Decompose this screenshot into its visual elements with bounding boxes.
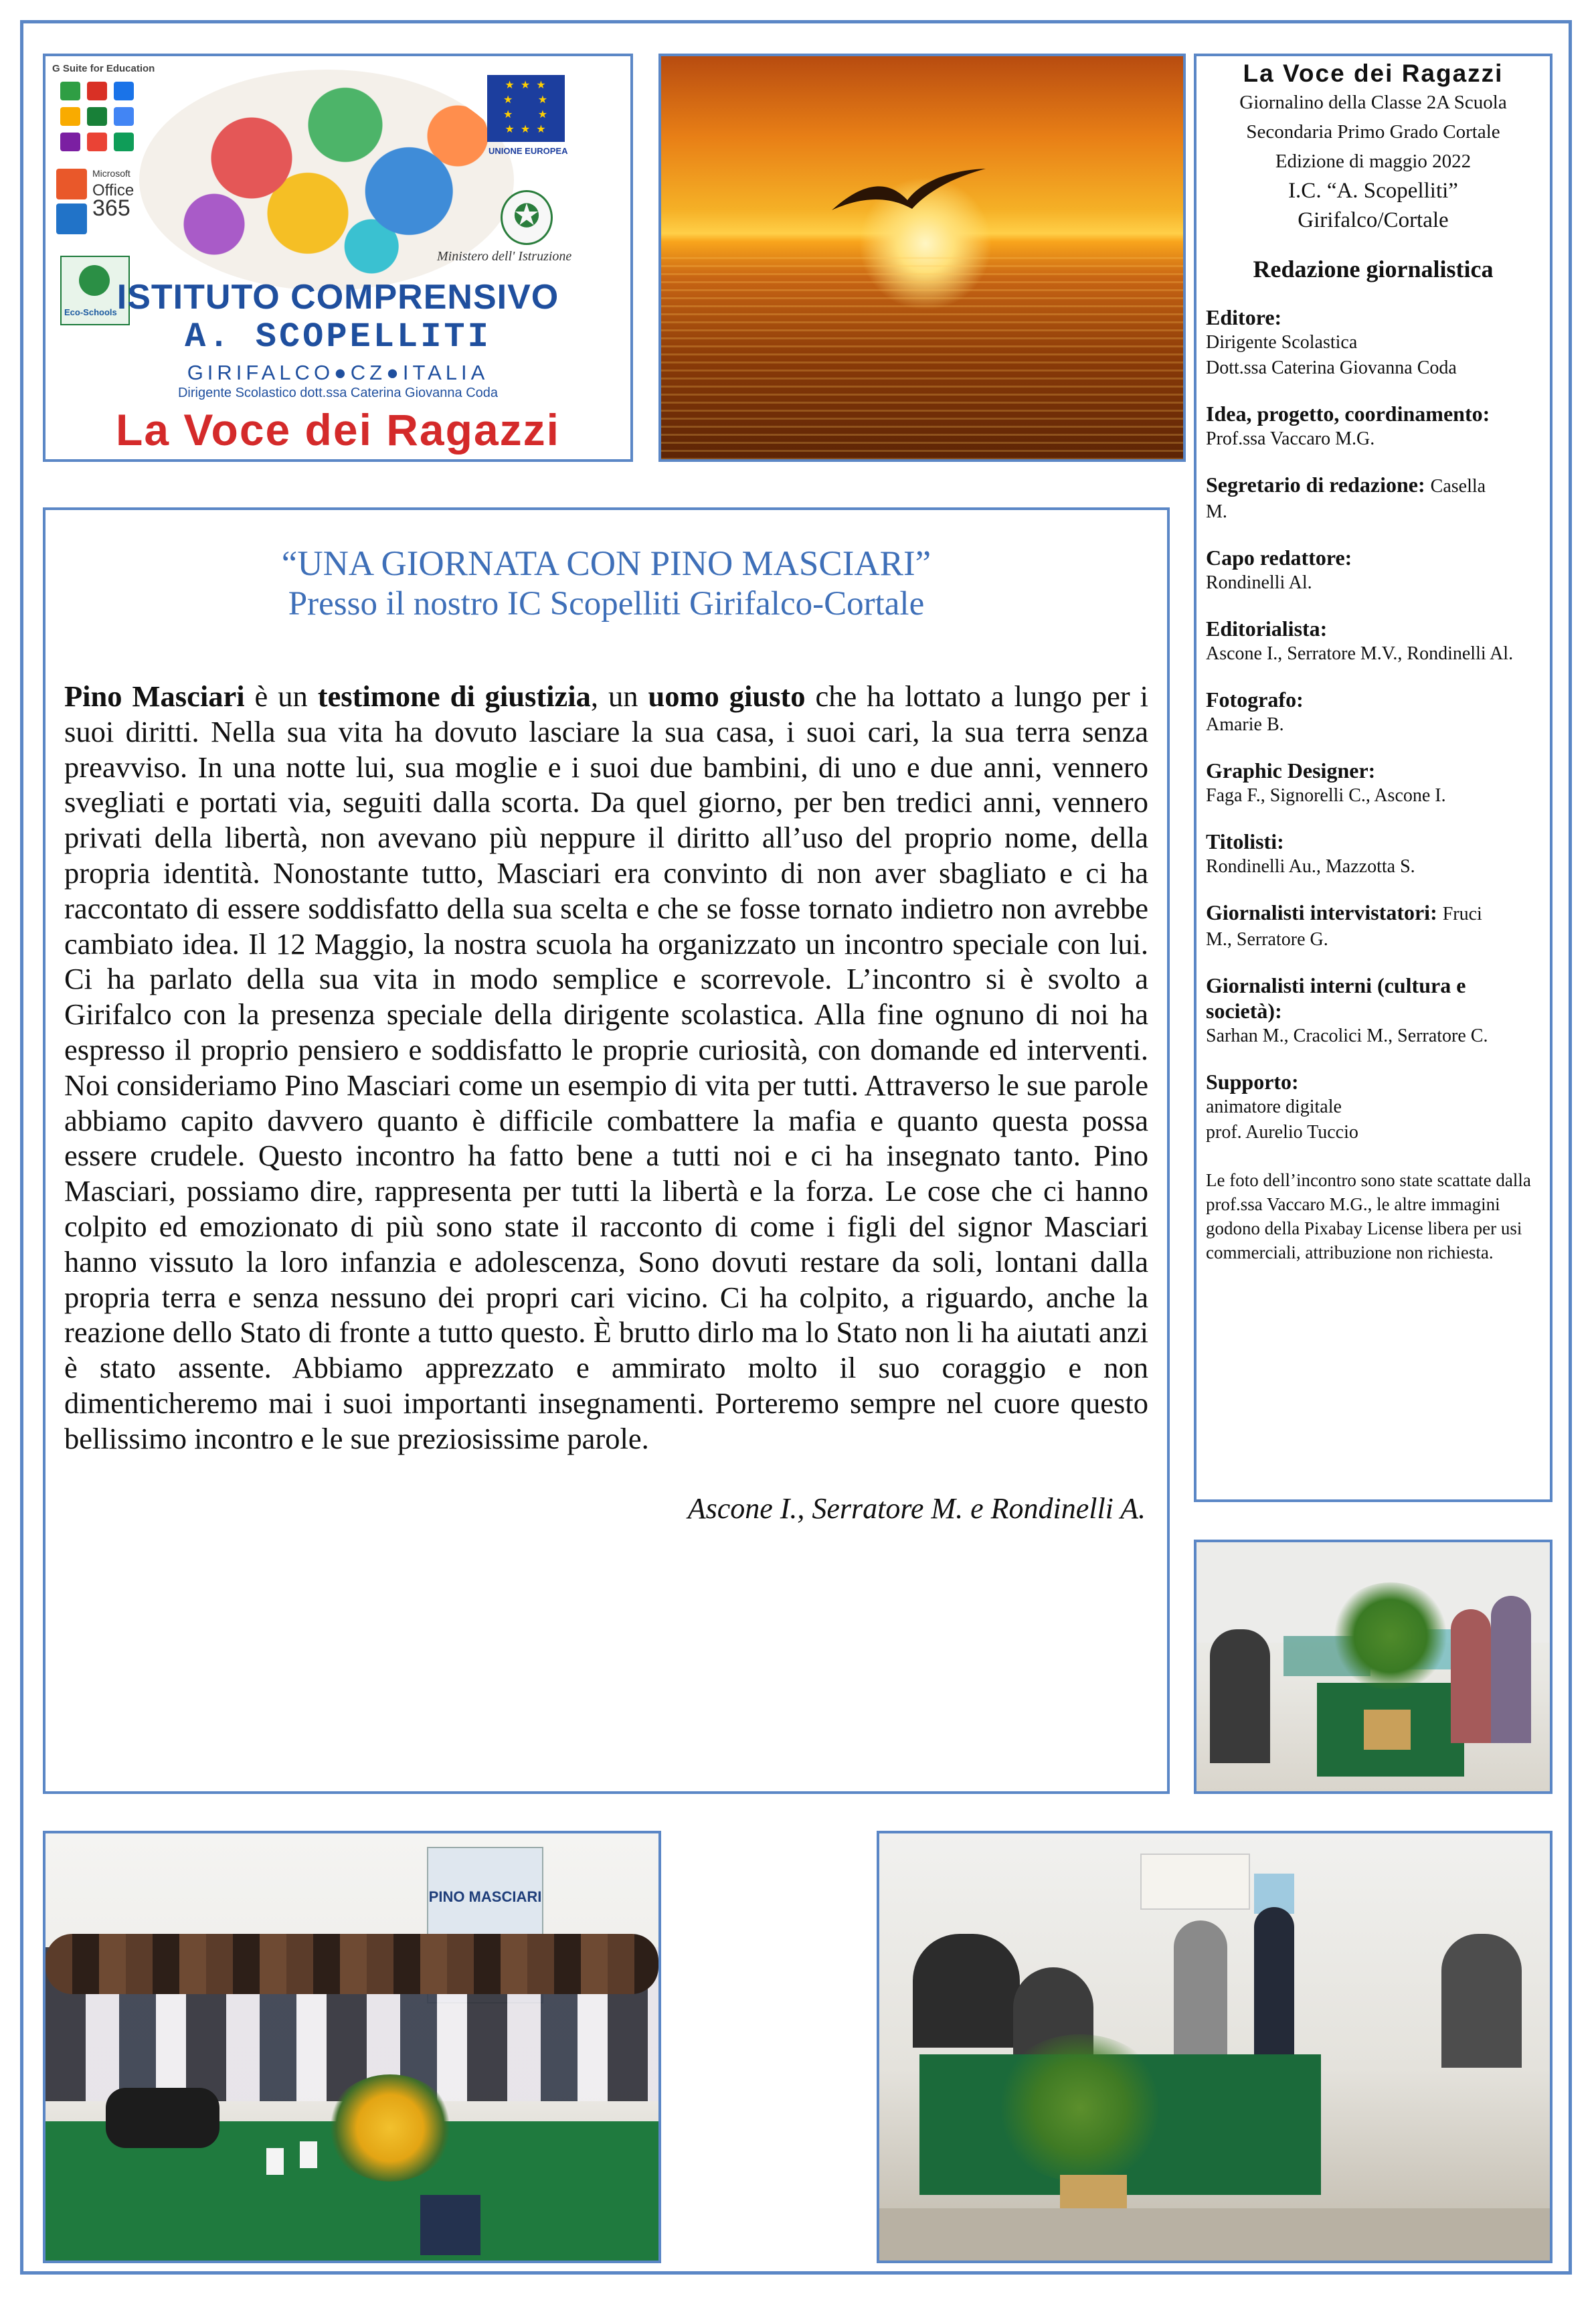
group-photo xyxy=(43,1831,661,2263)
credit-segretario: Segretario di redazione: Casella M. xyxy=(1206,473,1486,522)
credit-editorialista: Editorialista: Ascone I., Serratore M.V., Rondinelli Al. xyxy=(1206,617,1514,664)
eu-flag-icon: ★ ★ ★ ★ ★ ★ ★ ★ ★ ★ xyxy=(487,75,565,142)
sidebar-school: I.C. “A. Scopelliti” Girifalco/Cortale xyxy=(1288,179,1458,232)
seagull-icon xyxy=(828,163,989,224)
logo-school-type: ISTITUTO COMPRENSIVO xyxy=(116,278,559,317)
sunset-seagull-photo xyxy=(658,54,1186,462)
credit-supporto: Supporto: animatore digitale prof. Aurelio Tuccio xyxy=(1206,1070,1358,1143)
school-logo xyxy=(43,54,633,462)
ministero-label: Ministero dell' Istruzione xyxy=(437,249,572,264)
article-body: Pino Masciari è un testimone di giustizia, un uomo giusto che ha lottato a lungo per i suoi diritti. Nella sua vita ha dovuto lasciare la sua casa, i suoi cari, la sua terra senza preavviso. In una notte lui, sua moglie e i suoi due bambini, di uno e due anni, vennero svegliati e portati via, seguiti dalla scorta. Da quel giorno, per ben tredici anni, vennero privati della libertà, non avevano più neppure il diritto all’uso del proprio nome, della propria identità. Nonostante tutto, Masciari era convinto di non aver sbagliato e ci ha raccontato di essere soddisfatto della sua scelta e che se fosse tornato indietro non avrebbe cambiato idea. Il 12 Maggio, la nostra scuola ha organizzato un incontro speciale con lui. Ci ha parlato della sua vita in modo semplice e scorrevole. L’incontro si è svolto a Girifalco con la presenza speciale della dirigente scolastica. Alla fine ognuno di noi ha espresso il proprio pensiero e soddisfatto le proprie curiosità, con domande ed interventi. Noi consideriamo Pino Masciari come un esempio di vita per tutti. Attraverso le sue parole abbiamo capito davvero quanto è difficile combattere la mafia e quanto questa possa essere crudele. Questo incontro ha fatto bene a tutti noi e ci ha insegnato tanto. Pino Masciari, possiamo dire, rappresenta per tutti la libertà e la forza. Le cose che ci hanno colpito ed emozionato di più sono state il racconto di come i figli del signor Masciari hanno vissuto la loro infanzia e adolescenza, Sono dovuti restare da soli, lontani dalla propria terra e senza nessuno dei propri cari vicino. Ci ha colpito, a riguardo, anche la reazione dello Stato di fronte a tutto questo. È brutto dirlo ma lo Stato non li ha aiutati anzi è stato assente. Abbiamo apprezzato e ammirato molto il suo coraggio e non dimenticheremo mai i suoi importanti insegnamenti. Porteremo sempre nel cuore questo bellissimo incontro e le sue preziosissime parole. xyxy=(64,679,1148,1455)
credit-titolisti: Titolisti: Rondinelli Au., Mazzotta S. xyxy=(1206,829,1415,877)
article-subtitle: Presso il nostro IC Scopelliti Girifalco-Cortale xyxy=(288,585,925,623)
credit-intervistatori: Giornalisti intervistatori: Fruci M., Serratore G. xyxy=(1206,900,1482,950)
credit-graphic-designer: Graphic Designer: Faga F., Signorelli C., Ascone I. xyxy=(1206,758,1446,806)
office365-icon: Microsoft Office 365 xyxy=(54,157,154,250)
credit-editore: Editore: Dirigente Scolastica Dott.ssa Caterina Giovanna Coda xyxy=(1206,305,1457,378)
article-title: “UNA GIORNATA CON PINO MASCIARI” xyxy=(281,544,932,583)
logo-dirigente: Dirigente Scolastico dott.ssa Caterina Giovanna Coda xyxy=(177,386,499,400)
eu-label: UNIONE EUROPEA xyxy=(489,146,568,156)
poster: PINO MASCIARI xyxy=(427,1847,543,2003)
logo-location: GIRIFALCO●CZ●ITALIA xyxy=(187,361,489,384)
article-signature: Ascone I., Serratore M. e Rondinelli A. xyxy=(687,1491,1146,1525)
sidebar-subtitle: Giornalino della Classe 2A Scuola Secondaria Primo Grado Cortale Edizione di maggio 2022 xyxy=(1239,92,1507,172)
gsuite-apps-icon xyxy=(60,82,141,155)
sea-ripples xyxy=(661,257,1183,462)
italian-emblem-icon: ✪ xyxy=(501,190,553,245)
article xyxy=(43,507,1170,1794)
photo-credits-note: Le foto dell’incontro sono state scattate dalla prof.ssa Vaccaro M.G., le altre immagini godono della Pixabay License libera per usi commerciali, attribuzione non richiesta. xyxy=(1206,1170,1531,1262)
credit-capo-redattore: Capo redattore: Rondinelli Al. xyxy=(1206,546,1352,593)
audience-photo xyxy=(877,1831,1553,2263)
credit-fotografo: Fotografo: Amarie B. xyxy=(1206,687,1304,735)
editorial-sidebar xyxy=(1194,54,1553,1502)
eco-schools-icon: Eco-Schools xyxy=(60,256,130,325)
event-photo-table xyxy=(1194,1540,1553,1794)
sidebar-redazione-heading: Redazione giornalistica xyxy=(1253,256,1494,282)
logo-newspaper-title: La Voce dei Ragazzi xyxy=(116,405,560,455)
sidebar-title: La Voce dei Ragazzi xyxy=(1243,60,1504,87)
logo-school-name: A. SCOPELLITI xyxy=(185,317,491,357)
credit-idea: Idea, progetto, coordinamento: Prof.ssa Vaccaro M.G. xyxy=(1206,402,1490,449)
gsuite-label: G Suite for Education xyxy=(52,63,155,74)
credit-giornalisti-interni: Giornalisti interni (cultura e società): Sarhan M., Cracolici M., Serratore C. xyxy=(1206,973,1488,1046)
